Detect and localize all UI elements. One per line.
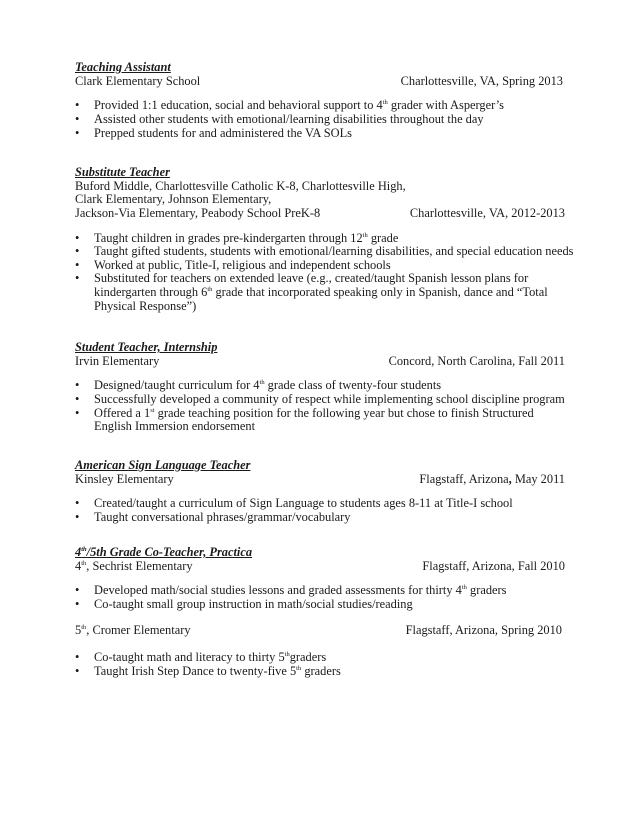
list-item: • Successfully developed a community of respect while implementing school discipline program bbox=[75, 391, 565, 406]
location-date: Charlottesville, VA, 2012-2013 bbox=[409, 205, 565, 220]
employer-row bbox=[75, 75, 565, 89]
list-item: • Designed/taught curriculum for 4th grade class of twenty-four students bbox=[75, 378, 442, 393]
list-item: • Co-taught small group instruction in math/social studies/reading bbox=[75, 596, 413, 611]
list-item: • Co-taught math and literacy to thirty 5thgraders bbox=[75, 650, 327, 665]
bullet-icon: • bbox=[75, 257, 80, 272]
list-item: • Taught gifted students, students with emotional/learning disabilities, and special education needs bbox=[75, 244, 574, 259]
bullet-icon: • bbox=[75, 596, 80, 611]
section-title: American Sign Language Teacher bbox=[75, 458, 251, 472]
section-title: Student Teacher, Internship bbox=[75, 340, 218, 354]
bullet-icon: • bbox=[75, 650, 80, 665]
list-item: • Substituted for teachers on extended leave (e.g., created/taught Spanish lesson plans for kindergarten through 6th grade that incorporated speaking only in Spanish, dance and “Total Physical Response”) bbox=[75, 271, 548, 313]
bullet-icon: • bbox=[75, 111, 80, 126]
bullet-icon: • bbox=[75, 496, 80, 511]
employer-name: Jackson-Via Elementary, Peabody School PreK-8 bbox=[75, 205, 321, 220]
location-date: Flagstaff, Arizona, May 2011 bbox=[419, 471, 565, 486]
employer-row bbox=[75, 560, 565, 574]
duties-list bbox=[75, 497, 565, 524]
bullet-icon: • bbox=[75, 391, 80, 406]
employer-name: 5th, Cromer Elementary bbox=[75, 622, 191, 637]
list-item: • Provided 1:1 education, social and behavioral support to 4th grader with Asperger’s bbox=[75, 98, 504, 113]
section-title: 4th/5th Grade Co-Teacher, Practica bbox=[75, 545, 253, 559]
location-date: Flagstaff, Arizona, Fall 2010 bbox=[422, 558, 565, 573]
location-date: Concord, North Carolina, Fall 2011 bbox=[388, 353, 565, 368]
list-item: • Taught conversational phrases/grammar/vocabulary bbox=[75, 509, 351, 524]
list-item: • Offered a 1st grade teaching position for the following year but chose to finish Structured English Immersion endorsement bbox=[75, 405, 534, 434]
list-item: • Worked at public, Title-I, religious and independent schools bbox=[75, 257, 391, 272]
duties-list bbox=[75, 651, 565, 678]
duties-list bbox=[75, 99, 565, 140]
list-item: • Created/taught a curriculum of Sign Language to students ages 8-11 at Title-I school bbox=[75, 496, 513, 511]
bullet-icon: • bbox=[75, 271, 80, 286]
employer-name: Clark Elementary School bbox=[75, 73, 201, 88]
list-item: • Developed math/social studies lessons and graded assessments for thirty 4th graders bbox=[75, 583, 507, 598]
bullet-icon: • bbox=[75, 663, 80, 678]
section-title: Substitute Teacher bbox=[75, 165, 170, 179]
location-date: Charlottesville, VA, Spring 2013 bbox=[400, 73, 563, 88]
bullet-icon: • bbox=[75, 230, 80, 245]
employer-name: 4th, Sechrist Elementary bbox=[75, 558, 193, 573]
section-asl-teacher bbox=[75, 459, 565, 525]
employer-name: Irvin Elementary bbox=[75, 353, 160, 368]
section-title: Teaching Assistant bbox=[75, 60, 171, 74]
employer-name: Kinsley Elementary bbox=[75, 471, 174, 486]
section-co-teacher bbox=[75, 546, 565, 678]
list-item: • Taught Irish Step Dance to twenty-five 5th graders bbox=[75, 663, 341, 678]
section-teaching-assistant bbox=[75, 61, 565, 140]
employer-row bbox=[75, 624, 565, 638]
bullet-icon: • bbox=[75, 125, 80, 140]
bullet-icon: • bbox=[75, 244, 80, 259]
bullet-icon: • bbox=[75, 378, 80, 393]
bullet-icon: • bbox=[75, 583, 80, 598]
duties-list bbox=[75, 584, 565, 611]
list-item: • Assisted other students with emotional/learning disabilities throughout the day bbox=[75, 111, 484, 126]
section-substitute-teacher bbox=[75, 165, 574, 313]
bullet-icon: • bbox=[75, 509, 80, 524]
employer-row bbox=[75, 355, 565, 369]
list-item: • Prepped students for and administered the VA SOLs bbox=[75, 125, 352, 140]
section-student-teacher bbox=[75, 341, 565, 434]
duties-list bbox=[75, 379, 565, 434]
employer-name: Buford Middle, Charlottesville Catholic K-8, Charlottesville High, bbox=[75, 178, 406, 193]
bullet-icon: • bbox=[75, 405, 80, 420]
employer-row bbox=[75, 473, 565, 487]
employer-row bbox=[75, 207, 565, 221]
list-item: • Taught children in grades pre-kindergarten through 12th grade bbox=[75, 230, 399, 245]
bullet-icon: • bbox=[75, 98, 80, 113]
duties-list bbox=[75, 230, 574, 314]
employer-name: Clark Elementary, Johnson Elementary, bbox=[75, 192, 272, 207]
location-date: Flagstaff, Arizona, Spring 2010 bbox=[405, 622, 562, 637]
